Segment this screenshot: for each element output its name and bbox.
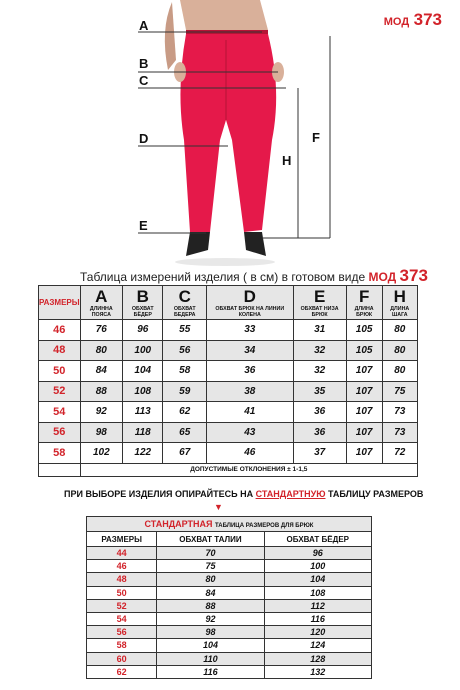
standard-size-table: [86, 516, 372, 679]
table-caption: [80, 266, 428, 286]
advice-text: ПРИ ВЫБОРЕ ИЗДЕЛИЯ ОПИРАЙТЕСЬ НА СТАНДАРТНУЮ ТАБЛИЦУ РАЗМЕРОВ: [64, 489, 424, 499]
col-a: A ДЛИННА ПОЯСА: [80, 286, 122, 320]
standard-table-title: [87, 517, 372, 532]
col-c: C ОБХВАТ БЕДЕРА: [163, 286, 206, 320]
size-header: РАЗМЕРЫ: [39, 286, 81, 320]
col-f: F ДЛИНА БРЮК: [346, 286, 382, 320]
table-row: 62 116 132: [87, 665, 372, 678]
col-b: B ОБХВАТ БЁДЕР: [123, 286, 163, 320]
caption-model: МОД 373: [368, 266, 428, 285]
label-h: H: [282, 153, 292, 168]
arrow-down-icon: ▼: [214, 502, 223, 512]
tolerance-note: ДОПУСТИМЫЕ ОТКЛОНЕНИЯ ± 1-1,5: [80, 463, 417, 476]
header-waist: ОБХВАТ ТАЛИИ: [157, 532, 264, 547]
col-h: H ДЛИНА ШАГА: [382, 286, 417, 320]
model-number: 373: [413, 10, 442, 29]
header-size: РАЗМЕРЫ: [87, 532, 157, 547]
label-a: A: [139, 18, 149, 33]
tolerance-row: [39, 463, 418, 476]
standard-header-row: [87, 532, 372, 547]
left-shoe: [186, 232, 210, 256]
product-photo: [0, 0, 460, 268]
table-row: 60 110 128: [87, 652, 372, 665]
model-prefix: МОД: [383, 16, 410, 28]
title-rest: ТАБЛИЦА РАЗМЕРОВ ДЛЯ БРЮК: [215, 523, 314, 529]
col-d: D ОБХВАТ БРЮК НА ЛИНИИ КОЛЕНА: [206, 286, 293, 320]
table-row: 58 104 124: [87, 639, 372, 652]
label-d: D: [139, 131, 149, 146]
header-hips: ОБХВАТ БЁДЕР: [264, 532, 371, 547]
table-row: 46 75 100: [87, 560, 372, 573]
col-e: E ОБХВАТ НИЗА БРЮК: [293, 286, 346, 320]
right-shoe: [244, 232, 266, 256]
table-row: 46 76 96 55 33 31 105 80: [39, 320, 418, 341]
measurement-header-row: [39, 286, 418, 320]
table-row: 58 102 122 67 46 37 107 72: [39, 443, 418, 464]
table-row: 44 70 96: [87, 547, 372, 560]
pants-shape: [180, 34, 276, 232]
table-row: 54 92 113 62 41 36 107 73: [39, 402, 418, 423]
torso-shape: [180, 0, 268, 30]
label-e: E: [139, 218, 148, 233]
table-row: 52 88 108 59 38 35 107 75: [39, 381, 418, 402]
table-row: 56 98 118 65 43 36 107 73: [39, 422, 418, 443]
label-b: B: [139, 56, 149, 71]
table-row: 50 84 104 58 36 32 107 80: [39, 361, 418, 382]
table-row: 48 80 104: [87, 573, 372, 586]
title-standard: СТАНДАРТНАЯ: [144, 519, 213, 529]
table-row: 50 84 108: [87, 586, 372, 599]
table-row: 56 98 120: [87, 626, 372, 639]
measurement-table: [38, 285, 418, 477]
table-row: 52 88 112: [87, 599, 372, 612]
table-row: 48 80 100 56 34 32 105 80: [39, 340, 418, 361]
label-f: F: [312, 130, 320, 145]
advice-highlight: СТАНДАРТНУЮ: [255, 489, 326, 499]
caption-text: Таблица измерений изделия ( в см) в готовом виде: [80, 270, 366, 284]
label-c: C: [139, 73, 149, 88]
table-row: 54 92 116: [87, 612, 372, 625]
model-badge: [384, 10, 442, 30]
